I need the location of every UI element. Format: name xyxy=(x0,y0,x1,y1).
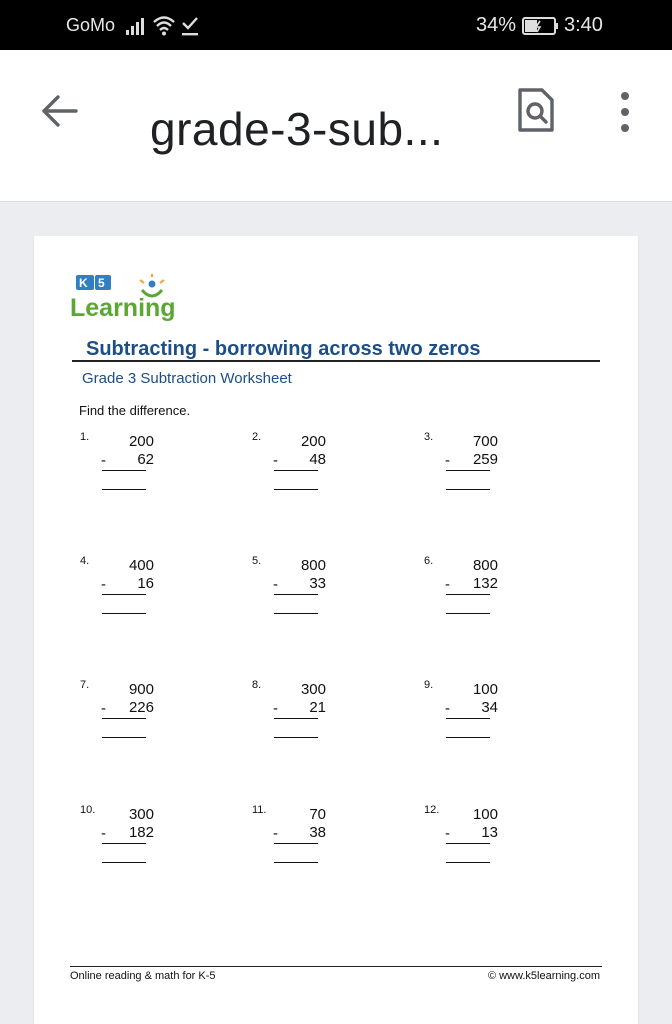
problem-10 xyxy=(80,804,190,874)
subtrahend: 34 xyxy=(481,699,498,716)
answer-line[interactable] xyxy=(274,489,318,490)
problem-5 xyxy=(252,555,362,625)
problem-number: 12. xyxy=(424,804,440,816)
subtrahend: 38 xyxy=(309,824,326,841)
minus-sign: - xyxy=(101,700,106,717)
answer-line[interactable] xyxy=(446,737,490,738)
operation-line xyxy=(274,843,318,844)
problem-1 xyxy=(80,431,190,501)
answer-line[interactable] xyxy=(274,613,318,614)
problem-number: 1. xyxy=(80,431,90,443)
operation-line xyxy=(274,718,318,719)
signal-icon xyxy=(126,17,146,35)
minuend: 900 xyxy=(128,681,154,698)
operation-line xyxy=(102,718,146,719)
footer-right: © www.k5learning.com xyxy=(487,970,600,982)
minuend: 200 xyxy=(300,433,326,450)
k5-learning-logo xyxy=(70,272,186,324)
answer-line[interactable] xyxy=(102,489,146,490)
subtrahend: 21 xyxy=(309,699,326,716)
operation-line xyxy=(102,843,146,844)
operation-line xyxy=(274,470,318,471)
minus-sign: - xyxy=(101,576,106,593)
problem-2 xyxy=(252,431,362,501)
minus-sign: - xyxy=(273,452,278,469)
minuend: 70 xyxy=(309,806,326,823)
worksheet-title: Subtracting - borrowing across two zeros xyxy=(86,338,481,360)
minuend: 800 xyxy=(300,557,326,574)
minuend: 100 xyxy=(472,806,498,823)
answer-line[interactable] xyxy=(102,613,146,614)
operation-line xyxy=(102,594,146,595)
problem-12 xyxy=(424,804,534,874)
problem-number: 6. xyxy=(424,555,434,567)
subtrahend: 182 xyxy=(128,824,154,841)
problem-number: 8. xyxy=(252,679,262,691)
problem-4 xyxy=(80,555,190,625)
wifi-icon xyxy=(152,14,176,36)
answer-line[interactable] xyxy=(274,862,318,863)
operation-line xyxy=(446,594,490,595)
footer-left: Online reading & math for K-5 xyxy=(70,970,216,982)
find-in-page-icon[interactable] xyxy=(516,86,556,134)
pdf-page[interactable] xyxy=(34,236,638,1024)
answer-line[interactable] xyxy=(446,613,490,614)
minus-sign: - xyxy=(445,700,450,717)
answer-line[interactable] xyxy=(102,862,146,863)
operation-line xyxy=(274,594,318,595)
problem-6 xyxy=(424,555,534,625)
minuend: 100 xyxy=(472,681,498,698)
minuend: 800 xyxy=(472,557,498,574)
problem-number: 3. xyxy=(424,431,434,443)
problem-number: 4. xyxy=(80,555,90,567)
problem-number: 7. xyxy=(80,679,90,691)
minus-sign: - xyxy=(273,825,278,842)
svg-text:Learning: Learning xyxy=(70,294,176,322)
instructions: Find the difference. xyxy=(79,403,191,418)
problem-number: 5. xyxy=(252,555,262,567)
document-title: grade-3-sub... xyxy=(150,103,444,155)
problem-number: 2. xyxy=(252,431,262,443)
minus-sign: - xyxy=(445,452,450,469)
minuend: 400 xyxy=(128,557,154,574)
problem-number: 9. xyxy=(424,679,434,691)
battery-percent: 34% xyxy=(476,14,517,36)
minuend: 700 xyxy=(472,433,498,450)
subtrahend: 33 xyxy=(309,575,326,592)
clock: 3:40 xyxy=(564,14,603,36)
subtrahend: 132 xyxy=(472,575,498,592)
arrow-back-icon[interactable] xyxy=(36,88,82,134)
minus-sign: - xyxy=(101,825,106,842)
operation-line xyxy=(446,718,490,719)
status-bar xyxy=(0,0,672,50)
minus-sign: - xyxy=(445,825,450,842)
app-bar xyxy=(0,50,672,202)
minus-sign: - xyxy=(445,576,450,593)
operation-line xyxy=(102,470,146,471)
svg-text:5: 5 xyxy=(98,276,105,290)
subtrahend: 62 xyxy=(137,451,154,468)
subtrahend: 16 xyxy=(137,575,154,592)
minus-sign: - xyxy=(101,452,106,469)
subtrahend: 259 xyxy=(472,451,498,468)
minus-sign: - xyxy=(273,576,278,593)
problem-number: 10. xyxy=(80,804,96,816)
operation-line xyxy=(446,470,490,471)
minuend: 200 xyxy=(128,433,154,450)
subtrahend: 226 xyxy=(128,699,154,716)
minuend: 300 xyxy=(300,681,326,698)
answer-line[interactable] xyxy=(274,737,318,738)
battery-icon xyxy=(522,16,560,36)
answer-line[interactable] xyxy=(446,489,490,490)
answer-line[interactable] xyxy=(446,862,490,863)
footer-divider xyxy=(70,966,602,967)
worksheet-subtitle: Grade 3 Subtraction Worksheet xyxy=(82,370,292,387)
svg-text:K: K xyxy=(79,276,88,290)
title-divider xyxy=(72,360,600,362)
more-vert-icon[interactable] xyxy=(612,90,638,134)
problem-11 xyxy=(252,804,362,874)
download-complete-icon xyxy=(180,15,200,37)
problem-number: 11. xyxy=(252,804,267,816)
operation-line xyxy=(446,843,490,844)
problem-7 xyxy=(80,679,190,749)
subtrahend: 13 xyxy=(481,824,498,841)
subtrahend: 48 xyxy=(309,451,326,468)
problem-8 xyxy=(252,679,362,749)
problem-9 xyxy=(424,679,534,749)
answer-line[interactable] xyxy=(102,737,146,738)
carrier-name: GoMo xyxy=(66,15,116,35)
minus-sign: - xyxy=(273,700,278,717)
problem-3 xyxy=(424,431,534,501)
minuend: 300 xyxy=(128,806,154,823)
